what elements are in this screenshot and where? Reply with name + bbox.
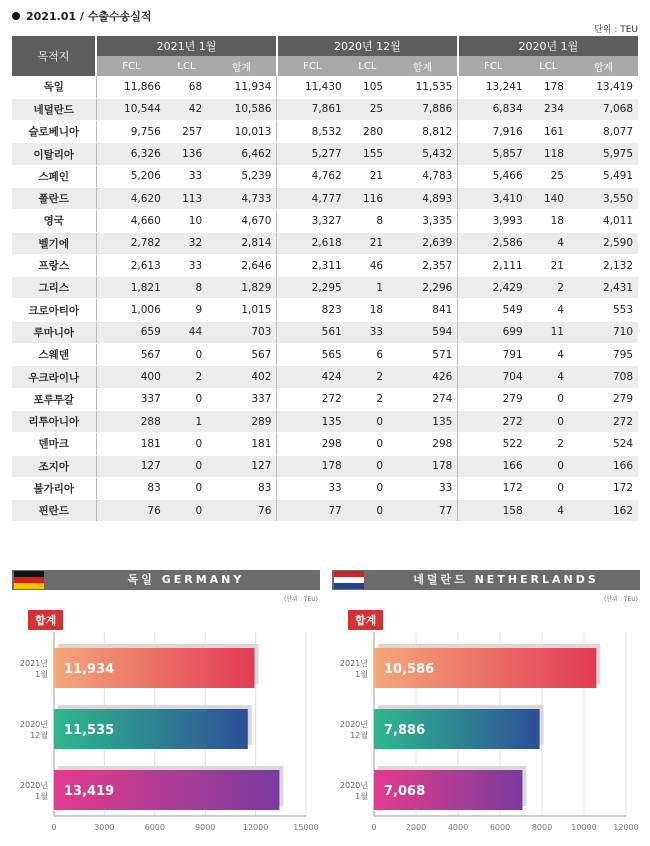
table-row — [12, 187, 638, 209]
table-row — [12, 433, 638, 455]
destination-cell: 루마니아 — [12, 321, 96, 343]
value-cell: 158 — [458, 500, 528, 522]
table-row — [12, 500, 638, 522]
col-header: LCL — [347, 56, 388, 76]
value-cell: 7,068 — [569, 98, 638, 120]
x-tick-label: 2000 — [405, 823, 427, 832]
value-cell: 272 — [458, 410, 528, 432]
value-cell: 11,430 — [277, 76, 347, 98]
value-cell: 1,829 — [207, 277, 277, 299]
value-cell: 272 — [569, 410, 638, 432]
value-cell: 5,239 — [207, 165, 277, 187]
value-cell: 76 — [96, 500, 166, 522]
page-title: 2021.01 / 수출수송실적 — [12, 8, 152, 24]
value-cell: 2,814 — [207, 232, 277, 254]
col-header: FCL — [277, 56, 347, 76]
germany-chart-panel — [12, 570, 320, 840]
destination-cell: 네덜란드 — [12, 98, 96, 120]
value-cell: 2 — [347, 366, 388, 388]
value-cell: 2,590 — [569, 232, 638, 254]
value-cell: 5,432 — [388, 143, 458, 165]
value-cell: 0 — [347, 410, 388, 432]
value-cell: 178 — [388, 455, 458, 477]
value-cell: 13,241 — [458, 76, 528, 98]
value-cell: 11,535 — [388, 76, 458, 98]
chart-title: 독일 GERMANY — [127, 573, 245, 586]
value-cell: 140 — [528, 187, 569, 209]
value-cell: 0 — [166, 477, 207, 499]
bar-value-label: 13,419 — [64, 784, 115, 799]
value-cell: 3,327 — [277, 210, 347, 232]
destination-cell: 크로아티아 — [12, 299, 96, 321]
value-cell: 4 — [528, 232, 569, 254]
value-cell: 77 — [277, 500, 347, 522]
value-cell: 234 — [528, 98, 569, 120]
value-cell: 8 — [347, 210, 388, 232]
x-tick-label: 15000 — [293, 823, 319, 832]
value-cell: 594 — [388, 321, 458, 343]
value-cell: 44 — [166, 321, 207, 343]
value-cell: 178 — [277, 455, 347, 477]
x-tick-label: 3000 — [94, 823, 115, 832]
value-cell: 5,491 — [569, 165, 638, 187]
value-cell: 6,834 — [458, 98, 528, 120]
value-cell: 699 — [458, 321, 528, 343]
table-row — [12, 344, 638, 366]
value-cell: 178 — [528, 76, 569, 98]
x-tick-label: 8000 — [531, 823, 553, 832]
value-cell: 6,326 — [96, 143, 166, 165]
value-cell: 0 — [528, 455, 569, 477]
value-cell: 32 — [166, 232, 207, 254]
value-cell: 522 — [458, 433, 528, 455]
value-cell: 2,295 — [277, 277, 347, 299]
destination-cell: 포루투갈 — [12, 388, 96, 410]
value-cell: 2,646 — [207, 254, 277, 276]
value-cell: 424 — [277, 366, 347, 388]
category-label: 12월 — [350, 731, 368, 740]
destination-cell: 프랑스 — [12, 254, 96, 276]
value-cell: 4 — [528, 366, 569, 388]
value-cell: 166 — [569, 455, 638, 477]
value-cell: 5,975 — [569, 143, 638, 165]
value-cell: 0 — [347, 500, 388, 522]
value-cell: 5,206 — [96, 165, 166, 187]
value-cell: 704 — [458, 366, 528, 388]
value-cell: 77 — [388, 500, 458, 522]
total-badge: 합계 — [28, 610, 63, 630]
value-cell: 3,993 — [458, 210, 528, 232]
value-cell: 549 — [458, 299, 528, 321]
value-cell: 33 — [347, 321, 388, 343]
value-cell: 3,550 — [569, 187, 638, 209]
value-cell: 571 — [388, 344, 458, 366]
x-tick-label: 12000 — [242, 823, 269, 832]
value-cell: 113 — [166, 187, 207, 209]
value-cell: 7,886 — [388, 98, 458, 120]
value-cell: 135 — [388, 410, 458, 432]
value-cell: 116 — [347, 187, 388, 209]
value-cell: 0 — [166, 344, 207, 366]
value-cell: 4,660 — [96, 210, 166, 232]
value-cell: 274 — [388, 388, 458, 410]
value-cell: 10,013 — [207, 121, 277, 143]
table-row — [12, 410, 638, 432]
value-cell: 289 — [207, 410, 277, 432]
value-cell: 127 — [96, 455, 166, 477]
destination-cell: 스웨덴 — [12, 344, 96, 366]
category-label: 2020년 — [339, 781, 368, 790]
value-cell: 3,335 — [388, 210, 458, 232]
col-header: FCL — [458, 56, 528, 76]
value-cell: 0 — [166, 433, 207, 455]
value-cell: 4 — [528, 299, 569, 321]
table-row — [12, 388, 638, 410]
dest-header: 목적지 — [12, 36, 96, 76]
value-cell: 553 — [569, 299, 638, 321]
value-cell: 83 — [207, 477, 277, 499]
value-cell: 6 — [347, 344, 388, 366]
value-cell: 561 — [277, 321, 347, 343]
category-label: 2020년 — [339, 720, 368, 729]
value-cell: 337 — [96, 388, 166, 410]
destination-cell: 영국 — [12, 210, 96, 232]
value-cell: 9,756 — [96, 121, 166, 143]
table-row — [12, 98, 638, 120]
x-tick-label: 9000 — [195, 823, 216, 832]
value-cell: 172 — [458, 477, 528, 499]
value-cell: 1,821 — [96, 277, 166, 299]
table-row — [12, 210, 638, 232]
value-cell: 0 — [528, 477, 569, 499]
value-cell: 2 — [528, 433, 569, 455]
value-cell: 5,277 — [277, 143, 347, 165]
category-label: 2021년 — [339, 659, 368, 668]
value-cell: 2,429 — [458, 277, 528, 299]
value-cell: 524 — [569, 433, 638, 455]
table-row — [12, 477, 638, 499]
value-cell: 2 — [347, 388, 388, 410]
value-cell: 127 — [207, 455, 277, 477]
value-cell: 7,916 — [458, 121, 528, 143]
value-cell: 33 — [388, 477, 458, 499]
value-cell: 25 — [347, 98, 388, 120]
value-cell: 1,015 — [207, 299, 277, 321]
value-cell: 0 — [347, 433, 388, 455]
value-cell: 2,311 — [277, 254, 347, 276]
value-cell: 2,431 — [569, 277, 638, 299]
x-tick-label: 0 — [371, 823, 377, 832]
value-cell: 10 — [166, 210, 207, 232]
value-cell: 795 — [569, 344, 638, 366]
value-cell: 791 — [458, 344, 528, 366]
table-row — [12, 299, 638, 321]
table-row — [12, 143, 638, 165]
value-cell: 3,410 — [458, 187, 528, 209]
value-cell: 2,586 — [458, 232, 528, 254]
bar-value-label: 10,586 — [384, 662, 435, 677]
value-cell: 155 — [347, 143, 388, 165]
table-row — [12, 455, 638, 477]
value-cell: 426 — [388, 366, 458, 388]
value-cell: 2,296 — [388, 277, 458, 299]
destination-cell: 리투아니아 — [12, 410, 96, 432]
value-cell: 703 — [207, 321, 277, 343]
value-cell: 4,783 — [388, 165, 458, 187]
value-cell: 2,111 — [458, 254, 528, 276]
value-cell: 280 — [347, 121, 388, 143]
value-cell: 257 — [166, 121, 207, 143]
value-cell: 161 — [528, 121, 569, 143]
value-cell: 11,934 — [207, 76, 277, 98]
value-cell: 0 — [528, 410, 569, 432]
value-cell: 841 — [388, 299, 458, 321]
destination-cell: 덴마크 — [12, 433, 96, 455]
bar-value-label: 11,934 — [64, 662, 115, 677]
value-cell: 4,762 — [277, 165, 347, 187]
netherlands-chart-panel — [332, 570, 640, 840]
value-cell: 8,812 — [388, 121, 458, 143]
value-cell: 2 — [166, 366, 207, 388]
destination-cell: 폴란드 — [12, 187, 96, 209]
value-cell: 4,620 — [96, 187, 166, 209]
col-header: LCL — [528, 56, 569, 76]
x-tick-label: 6000 — [144, 823, 165, 832]
value-cell: 298 — [388, 433, 458, 455]
value-cell: 0 — [166, 388, 207, 410]
table-row — [12, 277, 638, 299]
x-tick-label: 0 — [51, 823, 57, 832]
chart-title: 네덜란드 NETHERLANDS — [413, 573, 599, 586]
period-header: 2021년 1월 — [96, 36, 277, 56]
value-cell: 18 — [347, 299, 388, 321]
value-cell: 1 — [347, 277, 388, 299]
value-cell: 4 — [528, 500, 569, 522]
destination-cell: 우크라이나 — [12, 366, 96, 388]
value-cell: 2,618 — [277, 232, 347, 254]
value-cell: 33 — [166, 254, 207, 276]
value-cell: 166 — [458, 455, 528, 477]
category-label: 2020년 — [19, 720, 48, 729]
value-cell: 823 — [277, 299, 347, 321]
destination-cell: 불가리아 — [12, 477, 96, 499]
col-header: 합계 — [569, 56, 638, 76]
category-label: 12월 — [30, 731, 48, 740]
destination-cell: 핀란드 — [12, 500, 96, 522]
value-cell: 2,782 — [96, 232, 166, 254]
category-label: 2020년 — [19, 781, 48, 790]
value-cell: 2 — [528, 277, 569, 299]
x-tick-label: 12000 — [613, 823, 639, 832]
value-cell: 272 — [277, 388, 347, 410]
col-header: FCL — [96, 56, 166, 76]
value-cell: 13,419 — [569, 76, 638, 98]
period-header: 2020년 1월 — [458, 36, 638, 56]
category-label: 1월 — [355, 792, 368, 801]
value-cell: 279 — [458, 388, 528, 410]
value-cell: 135 — [277, 410, 347, 432]
value-cell: 9 — [166, 299, 207, 321]
value-cell: 33 — [277, 477, 347, 499]
value-cell: 8,532 — [277, 121, 347, 143]
bullet-icon — [12, 12, 20, 20]
value-cell: 337 — [207, 388, 277, 410]
x-tick-label: 4000 — [447, 823, 469, 832]
value-cell: 0 — [166, 455, 207, 477]
value-cell: 25 — [528, 165, 569, 187]
value-cell: 0 — [166, 500, 207, 522]
table-row — [12, 366, 638, 388]
value-cell: 708 — [569, 366, 638, 388]
value-cell: 6,462 — [207, 143, 277, 165]
bar-value-label: 7,886 — [384, 723, 426, 738]
table-row — [12, 165, 638, 187]
value-cell: 402 — [207, 366, 277, 388]
value-cell: 1,006 — [96, 299, 166, 321]
value-cell: 4,670 — [207, 210, 277, 232]
category-label: 1월 — [355, 670, 368, 679]
value-cell: 279 — [569, 388, 638, 410]
x-tick-label: 6000 — [489, 823, 511, 832]
value-cell: 181 — [96, 433, 166, 455]
destination-cell: 이탈리아 — [12, 143, 96, 165]
destination-cell: 스페인 — [12, 165, 96, 187]
col-header: 합계 — [207, 56, 277, 76]
value-cell: 18 — [528, 210, 569, 232]
value-cell: 162 — [569, 500, 638, 522]
value-cell: 136 — [166, 143, 207, 165]
table-body — [12, 76, 638, 522]
destination-cell: 독일 — [12, 76, 96, 98]
value-cell: 10,544 — [96, 98, 166, 120]
x-tick-label: 10000 — [571, 823, 597, 832]
bar-value-label: 11,535 — [64, 723, 115, 738]
value-cell: 21 — [347, 232, 388, 254]
value-cell: 298 — [277, 433, 347, 455]
value-cell: 76 — [207, 500, 277, 522]
value-cell: 7,861 — [277, 98, 347, 120]
value-cell: 4,893 — [388, 187, 458, 209]
value-cell: 567 — [207, 344, 277, 366]
value-cell: 567 — [96, 344, 166, 366]
value-cell: 11,866 — [96, 76, 166, 98]
value-cell: 288 — [96, 410, 166, 432]
table-row — [12, 321, 638, 343]
category-label: 1월 — [35, 670, 48, 679]
value-cell: 1 — [166, 410, 207, 432]
value-cell: 2,132 — [569, 254, 638, 276]
value-cell: 4,011 — [569, 210, 638, 232]
category-label: 2021년 — [19, 659, 48, 668]
table-row — [12, 76, 638, 98]
value-cell: 5,857 — [458, 143, 528, 165]
value-cell: 2,613 — [96, 254, 166, 276]
value-cell: 118 — [528, 143, 569, 165]
value-cell: 4 — [528, 344, 569, 366]
value-cell: 400 — [96, 366, 166, 388]
value-cell: 2,357 — [388, 254, 458, 276]
value-cell: 105 — [347, 76, 388, 98]
col-header: LCL — [166, 56, 207, 76]
table-row — [12, 254, 638, 276]
value-cell: 172 — [569, 477, 638, 499]
value-cell: 659 — [96, 321, 166, 343]
value-cell: 21 — [347, 165, 388, 187]
value-cell: 4,777 — [277, 187, 347, 209]
value-cell: 68 — [166, 76, 207, 98]
value-cell: 46 — [347, 254, 388, 276]
value-cell: 42 — [166, 98, 207, 120]
value-cell: 181 — [207, 433, 277, 455]
value-cell: 33 — [166, 165, 207, 187]
value-cell: 0 — [528, 388, 569, 410]
destination-cell: 조지아 — [12, 455, 96, 477]
unit-label: 단위 : TEU — [594, 25, 638, 35]
table-row — [12, 232, 638, 254]
value-cell: 710 — [569, 321, 638, 343]
value-cell: 8 — [166, 277, 207, 299]
value-cell: 565 — [277, 344, 347, 366]
value-cell: 21 — [528, 254, 569, 276]
total-badge: 합계 — [348, 610, 383, 630]
value-cell: 2,639 — [388, 232, 458, 254]
chart-unit: (단위 : TEU) — [604, 596, 638, 603]
destination-cell: 그리스 — [12, 277, 96, 299]
table-row — [12, 121, 638, 143]
col-header: 합계 — [388, 56, 458, 76]
period-header: 2020년 12월 — [277, 36, 458, 56]
value-cell: 8,077 — [569, 121, 638, 143]
value-cell: 4,733 — [207, 187, 277, 209]
bar-value-label: 7,068 — [384, 784, 426, 799]
chart-unit: (단위 : TEU) — [284, 596, 318, 603]
value-cell: 10,586 — [207, 98, 277, 120]
value-cell: 0 — [347, 477, 388, 499]
destination-cell: 슬로베니아 — [12, 121, 96, 143]
export-table — [12, 36, 638, 522]
value-cell: 83 — [96, 477, 166, 499]
category-label: 1월 — [35, 792, 48, 801]
destination-cell: 벨기에 — [12, 232, 96, 254]
value-cell: 0 — [347, 455, 388, 477]
value-cell: 11 — [528, 321, 569, 343]
value-cell: 5,466 — [458, 165, 528, 187]
